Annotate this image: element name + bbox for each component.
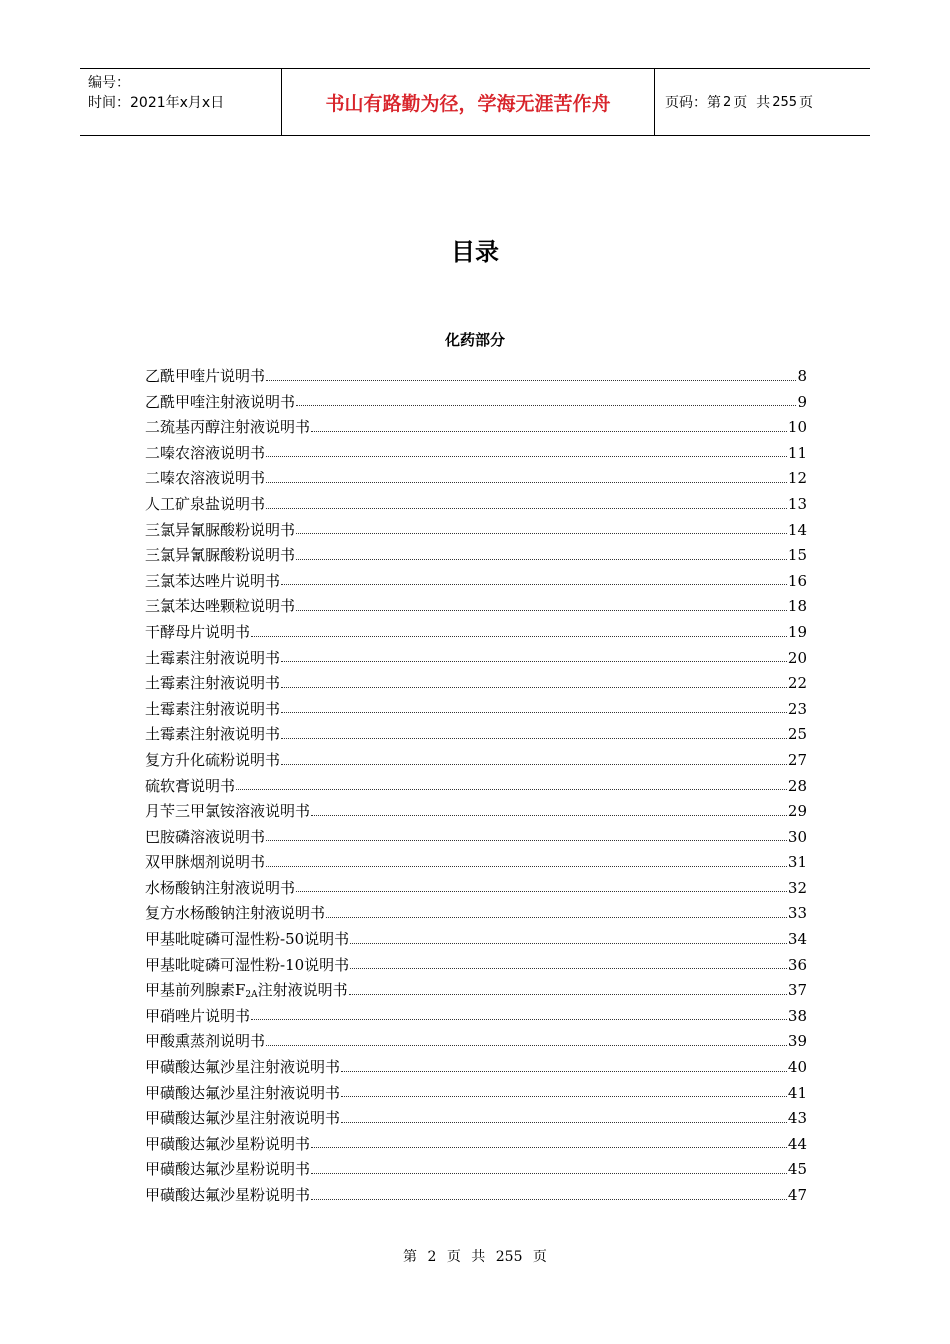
toc-entry-title: 土霉素注射液说明书 [145,648,281,667]
toc-dot-leader [349,993,787,995]
toc-entry-page: 22 [787,674,807,693]
toc-entry-title: 甲磺酸达氟沙星注射液说明书 [145,1058,341,1077]
toc-entry-page: 23 [787,699,807,718]
toc-entry-title: 乙酰甲喹注射液说明书 [145,392,296,411]
toc-entry-page: 16 [787,571,807,590]
toc-entry[interactable] [145,748,807,774]
toc-dot-leader [296,532,787,534]
toc-entry-title: 甲基前列腺素$F_{2A}$注射液说明书 [145,981,348,1001]
toc-entry[interactable] [145,543,807,569]
toc-entry[interactable] [145,1132,807,1158]
toc-entry[interactable] [145,722,807,748]
toc-entry-title-rest: 注射液说明书 [257,981,348,1000]
toc-entry-page: 43 [787,1109,807,1128]
toc-dot-leader [266,865,787,867]
toc-entry-page: 39 [787,1032,807,1051]
toc-entry-title: 三氯异氰脲酸粉说明书 [145,520,296,539]
toc-entry[interactable] [145,774,807,800]
toc-entry-title: 甲基吡啶磷可湿性粉-50说明书 [145,930,350,949]
header-motto: 书山有路勤为径，学海无涯苦作舟 [281,69,655,135]
toc-entry-page: 8 [797,367,807,385]
toc-entry-page: 44 [787,1134,807,1153]
toc-dot-leader [296,890,787,892]
toc-entry-page: 18 [787,597,807,616]
toc-dot-leader [281,686,787,688]
toc-dot-leader [311,814,787,816]
toc-entry[interactable] [145,415,807,441]
toc-entry-title: 月苄三甲氯铵溶液说明书 [145,802,311,821]
page-header [80,68,870,136]
toc-dot-leader [266,839,787,841]
toc-entry-page: 31 [787,853,807,872]
toc-entry[interactable] [145,927,807,953]
toc-entry-page: 20 [787,648,807,667]
toc-entry-title: 复方升化硫粉说明书 [145,750,281,769]
toc-dot-leader [266,379,796,381]
toc-entry-title: 甲磺酸达氟沙星粉说明书 [145,1186,311,1204]
page-current: 2 [723,94,732,110]
toc-dot-leader [281,711,787,713]
toc-dot-leader [251,635,787,637]
toc-entry[interactable] [145,1055,807,1081]
toc-entry-page: 10 [787,418,807,437]
toc-entry-title: 甲酸熏蒸剂说明书 [145,1032,266,1051]
page-footer: 第 2 页 共 255 页 [403,1249,547,1265]
toc-entry[interactable] [145,799,807,825]
page-title: 目录 [451,238,499,266]
toc-dot-leader [266,1044,787,1046]
toc-dot-leader [341,1095,787,1097]
toc-dot-leader [266,481,787,483]
toc-entry-page: 25 [787,725,807,744]
toc-entry-title: 三氯异氰脲酸粉说明书 [145,546,296,565]
toc-entry[interactable] [145,1157,807,1183]
section-heading: 化药部分 [444,331,505,349]
toc-entry-page: 41 [787,1083,807,1102]
toc-dot-leader [311,1146,787,1148]
toc-dot-leader [296,404,796,406]
toc-entry-title: 甲磺酸达氟沙星粉说明书 [145,1160,311,1179]
toc-entry[interactable] [145,1183,807,1209]
toc-entry-page: 12 [787,469,807,488]
toc-entry-title: 人工矿泉盐说明书 [145,494,266,513]
toc-entry-title: 土霉素注射液说明书 [145,674,281,693]
toc-entry-title: 土霉素注射液说明书 [145,699,281,718]
toc-entry-title: 甲磺酸达氟沙星注射液说明书 [145,1109,341,1128]
toc-entry-title: 复方水杨酸钠注射液说明书 [145,904,326,923]
toc-entry[interactable] [145,671,807,697]
toc-entry[interactable] [145,492,807,518]
toc-dot-leader [296,558,787,560]
toc-entry[interactable] [145,697,807,723]
toc-entry-page: 29 [787,802,807,821]
toc-dot-leader [251,1018,787,1020]
toc-entry-title: 双甲脒烟剂说明书 [145,853,266,872]
toc-entry[interactable] [145,1081,807,1107]
toc-dot-leader [341,1121,787,1123]
toc-dot-leader [311,1198,787,1200]
toc-dot-leader [311,430,787,432]
toc-entry-title: 干酵母片说明书 [145,622,251,641]
toc-dot-leader [266,507,787,509]
toc-entry[interactable] [145,364,807,390]
toc-entry-title: 土霉素注射液说明书 [145,725,281,744]
page-suffix: 页 [799,95,814,111]
toc-entry[interactable] [145,876,807,902]
toc-entry-page: 9 [797,392,807,411]
toc-dot-leader [281,660,787,662]
toc-entry-page: 45 [787,1160,807,1179]
toc-entry-title: 硫软膏说明书 [145,776,236,795]
toc-entry[interactable] [145,466,807,492]
toc-entry-page: 14 [787,520,807,539]
toc-entry[interactable] [145,825,807,851]
toc-entry-page: 34 [787,930,807,949]
toc-entry[interactable] [145,569,807,595]
toc-entry-page: 15 [787,546,807,565]
time-label: 时间：2021年x月x日 [88,95,225,111]
toc-entry-page: 28 [787,776,807,795]
page-total: 255 [772,94,798,110]
toc-entry-page: 40 [787,1058,807,1077]
code-label: 编号： [88,75,130,91]
toc-entry[interactable] [145,620,807,646]
toc-entry-title: 乙酰甲喹片说明书 [145,367,266,385]
header-meta [80,69,281,135]
toc-entry[interactable] [145,978,807,1004]
toc-entry[interactable] [145,850,807,876]
toc-entry-page: 37 [787,981,807,1000]
toc-entry-page: 33 [787,904,807,923]
toc-entry-page: 30 [787,827,807,846]
toc-entry-title: 甲磺酸达氟沙星注射液说明书 [145,1083,341,1102]
toc-entry-title: 水杨酸钠注射液说明书 [145,878,296,897]
toc-entry-title: 三氯苯达唑片说明书 [145,571,281,590]
toc-entry-title: 二巯基丙醇注射液说明书 [145,418,311,437]
header-page-info [655,69,870,135]
toc-entry-title: 甲硝唑片说明书 [145,1006,251,1025]
toc-entry-page: 19 [787,622,807,641]
toc-entry-page: 11 [787,443,807,462]
toc-dot-leader [296,609,787,611]
toc-entry-title: 三氯苯达唑颗粒说明书 [145,597,296,616]
toc-entry[interactable] [145,594,807,620]
toc-dot-leader [281,763,787,765]
toc-entry[interactable] [145,1106,807,1132]
page-mid: 页 共 [733,95,771,111]
toc-entry[interactable] [145,518,807,544]
toc-dot-leader [350,942,787,944]
toc-entry-title: 巴胺磷溶液说明书 [145,827,266,846]
table-of-contents [145,364,807,1209]
toc-entry[interactable] [145,901,807,927]
toc-entry-title: 甲基吡啶磷可湿性粉-10说明书 [145,955,350,974]
toc-entry-page: 27 [787,750,807,769]
toc-entry-page: 32 [787,878,807,897]
toc-dot-leader [236,788,787,790]
toc-entry[interactable] [145,1004,807,1030]
toc-entry-title: 二嗪农溶液说明书 [145,443,266,462]
toc-dot-leader [281,583,787,585]
toc-entry-title: 甲磺酸达氟沙星粉说明书 [145,1134,311,1153]
toc-dot-leader [326,916,787,918]
toc-dot-leader [311,1172,787,1174]
toc-entry[interactable] [145,1029,807,1055]
toc-entry-page: 13 [787,494,807,513]
toc-entry-page: 36 [787,955,807,974]
toc-dot-leader [281,737,787,739]
toc-entry-title: 二嗪农溶液说明书 [145,469,266,488]
toc-dot-leader [266,455,787,457]
toc-dot-leader [350,967,787,969]
toc-entry-page: 38 [787,1006,807,1025]
page-prefix: 页码：第 [665,95,721,111]
toc-entry[interactable] [145,953,807,979]
toc-dot-leader [341,1070,787,1072]
toc-entry[interactable] [145,441,807,467]
toc-entry[interactable] [145,390,807,416]
toc-entry-page: 47 [787,1186,807,1204]
toc-entry[interactable] [145,646,807,672]
toc-entry-subscript: 2A [245,990,258,1001]
